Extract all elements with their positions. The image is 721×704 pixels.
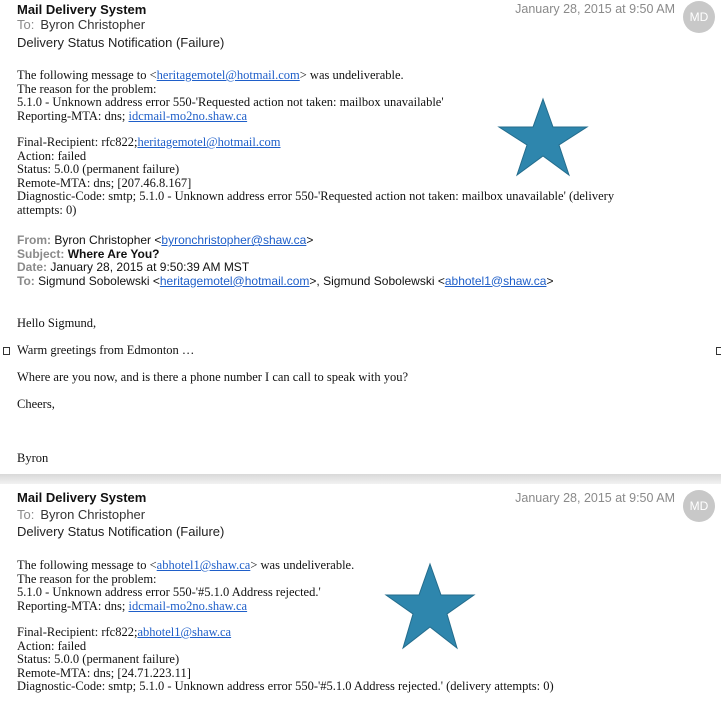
sender-avatar[interactable]: MD: [683, 1, 715, 33]
error-line: 5.1.0 - Unknown address error 550-'#5.1.0 Address rejected.': [17, 585, 321, 599]
reporting-label: Reporting-MTA: dns;: [17, 598, 129, 613]
fwd-subject-label: Subject:: [17, 246, 65, 261]
recipient-name[interactable]: Byron Christopher: [40, 507, 146, 522]
diagnostic-line: Diagnostic-Code: smtp; 5.1.0 - Unknown address error 550-'#5.1.0 Address rejected.' (delivery attempts: 0): [17, 679, 554, 693]
sender-name[interactable]: Mail Delivery System: [17, 2, 147, 17]
reason-line: The reason for the problem:: [17, 81, 157, 96]
selection-handle-right[interactable]: [716, 347, 721, 355]
selection-handle-left[interactable]: [3, 347, 10, 355]
fwd-to-name-2: >, Sigmund Sobolewski <: [309, 273, 445, 288]
intro-suffix: > was undeliverable.: [250, 558, 355, 572]
fwd-subject: Where Are You?: [67, 246, 160, 261]
recipient-email-link[interactable]: abhotel1@shaw.ca: [156, 558, 251, 572]
remote-mta-line: Remote-MTA: dns; [207.46.8.167]: [17, 175, 192, 190]
reason-line: The reason for the problem:: [17, 571, 157, 586]
reporting-mta-line: [17, 600, 691, 614]
message-date: January 28, 2015 at 9:50 AM: [515, 491, 675, 505]
star-icon: [384, 562, 476, 650]
final-label: Final-Recipient: rfc822;: [17, 135, 138, 149]
to-label: To:: [17, 507, 35, 522]
reporting-mta-link[interactable]: idcmail-mo2no.shaw.ca: [128, 598, 248, 613]
status-line: Status: 5.0.0 (permanent failure): [17, 652, 180, 666]
fwd-from-row: [17, 234, 553, 248]
recipient-row: [17, 17, 145, 32]
forwarded-headers: [17, 234, 553, 288]
final-recipient-line: [17, 136, 691, 150]
recipient-email-link[interactable]: heritagemotel@hotmail.com: [156, 68, 300, 82]
fwd-subject-row: [17, 248, 553, 262]
final-recipient-link[interactable]: abhotel1@shaw.ca: [137, 625, 232, 639]
status-line: Status: 5.0.0 (permanent failure): [17, 162, 180, 176]
action-line: Action: failed: [17, 148, 87, 163]
to-label: To:: [17, 17, 35, 32]
reporting-mta-line: [17, 110, 691, 124]
sender-avatar[interactable]: MD: [683, 490, 715, 522]
message-subject: Delivery Status Notification (Failure): [17, 35, 225, 50]
fwd-from-label: From:: [17, 233, 51, 247]
fwd-date: January 28, 2015 at 9:50:39 AM MST: [50, 260, 250, 274]
recipient-row: [17, 507, 145, 522]
greeting: Hello Sigmund,: [17, 316, 97, 330]
action-line: Action: failed: [17, 638, 87, 653]
reporting-label: Reporting-MTA: dns;: [17, 108, 129, 123]
message-divider: [0, 474, 721, 484]
final-recipient-line: [17, 626, 691, 640]
intro-text: The following message to <: [17, 558, 157, 572]
fwd-date-label: Date:: [17, 260, 48, 274]
message-date: January 28, 2015 at 9:50 AM: [515, 2, 675, 16]
fwd-to-email-link-2[interactable]: abhotel1@shaw.ca: [444, 273, 547, 288]
intro-line: [17, 69, 691, 83]
email-message-2: [0, 484, 721, 704]
bounce-report: [17, 69, 691, 217]
bounce-report: [17, 559, 691, 694]
message-subject: Delivery Status Notification (Failure): [17, 524, 225, 539]
fwd-to-email-link-1[interactable]: heritagemotel@hotmail.com: [159, 273, 310, 288]
diagnostic-line-cont: attempts: 0): [17, 202, 77, 217]
diagnostic-line: Diagnostic-Code: smtp; 5.1.0 - Unknown address error 550-'Requested action not taken: mailbox unavailable' (delivery: [17, 189, 615, 203]
fwd-to-close: >: [546, 273, 554, 288]
fwd-to-label: To:: [17, 273, 35, 288]
recipient-name[interactable]: Byron Christopher: [40, 17, 146, 32]
sender-name[interactable]: Mail Delivery System: [17, 490, 147, 505]
signature: Byron: [17, 451, 49, 465]
fwd-from-email-link[interactable]: byronchristopher@shaw.ca: [161, 233, 307, 247]
final-label: Final-Recipient: rfc822;: [17, 625, 138, 639]
message-paragraph-1: Warm greetings from Edmonton …: [17, 343, 195, 357]
fwd-from-close: >: [306, 233, 314, 247]
intro-line: [17, 559, 691, 573]
fwd-to-row: [17, 275, 553, 289]
star-icon: [497, 97, 589, 177]
fwd-from-name: Byron Christopher <: [54, 233, 162, 247]
reporting-mta-link[interactable]: idcmail-mo2no.shaw.ca: [128, 108, 248, 123]
fwd-to-name-1: Sigmund Sobolewski <: [38, 273, 160, 288]
message-paragraph-2: Where are you now, and is there a phone number I can call to speak with you?: [17, 370, 409, 384]
remote-mta-line: Remote-MTA: dns; [24.71.223.11]: [17, 665, 191, 680]
fwd-date-row: [17, 261, 553, 275]
final-recipient-link[interactable]: heritagemotel@hotmail.com: [137, 135, 281, 149]
error-line: 5.1.0 - Unknown address error 550-'Requested action not taken: mailbox unavailable': [17, 95, 444, 109]
intro-suffix: > was undeliverable.: [299, 68, 404, 82]
intro-text: The following message to <: [17, 68, 157, 82]
closing: Cheers,: [17, 397, 55, 411]
